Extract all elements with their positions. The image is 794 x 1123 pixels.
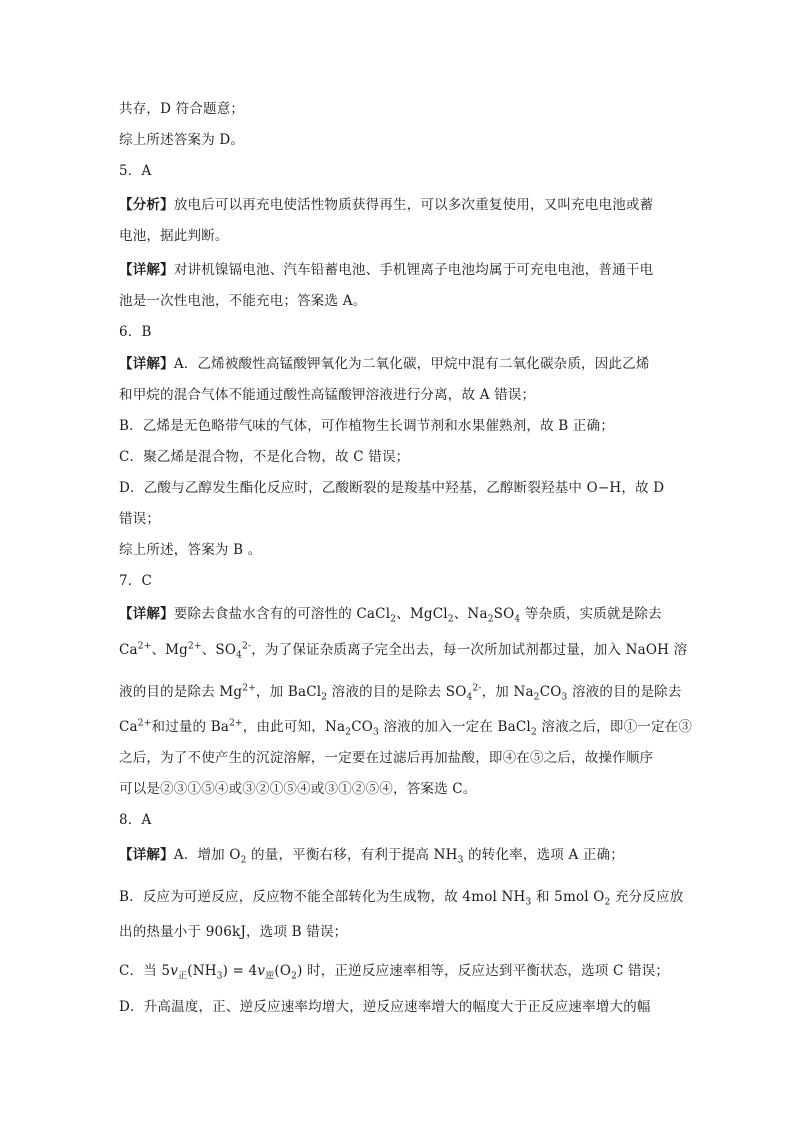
text-line: 【详解】A．乙烯被酸性高锰酸钾氧化为二氧化碳，甲烷中混有二氧化碳杂质，因此乙烯 [119,356,650,372]
text-line: 出的热量小于 906kJ，选项 B 错误； [119,924,348,940]
text-line: 【详解】对讲机镍镉电池、汽车铅蓄电池、手机锂离子电池均属于可充电电池，普通干电 [119,262,654,278]
text-line: 错误； [119,511,161,527]
text-line: B．反应为可逆反应，反应物不能全部转化为生成物，故 4mol $NH_3$ 和 5mol $O_2$ 充分反应放 [119,889,684,908]
text-line: 【详解】A．增加 $O_2$ 的量，平衡右移，有利于提高 $NH_3$ 的转化率，选项 A 正确； [119,847,625,866]
text-line: 液的目的是除去 $Mg^{2+}$，加 BaCl$_2$ 溶液的目的是除去 $SO_4^{2-}$，加 $Na_2CO_3$ 溶液的目的是除去 [119,683,682,703]
text-line: 5．A [119,163,152,179]
text-line: 综上所述，答案为 B 。 [119,542,262,558]
text-line: 7．C [119,573,153,589]
text-line: 【分析】放电后可以再充电使活性物质获得再生，可以多次重复使用，又叫充电电池或蓄 [119,197,654,213]
text-line: 之后，为了不使产生的沉淀溶解，一定要在过滤后再加盐酸，即④在⑤之后，故操作顺序 [119,750,654,766]
text-line: $Ca^{2+}$、$Mg^{2+}$、$SO_4^{2-}$，为了保证杂质离子完全出去，每一次所加试剂都过量，加入 NaOH 溶 [119,641,688,661]
text-line: 共存，D 符合题意； [119,101,245,117]
text-line: D．升高温度，正、逆反应速率均增大，逆反应速率增大的幅度大于正反应速率增大的幅 [119,999,651,1015]
text-line: $Ca^{2+}$和过量的 $Ba^{2+}$，由此可知，$Na_2CO_3$ 溶液的加入一定在 BaCl$_2$ 溶液之后，即①一定在③ [119,718,693,738]
text-line: 可以是②③①⑤④或③②①⑤④或③①②⑤④，答案选 C。 [119,781,477,797]
text-line: C．聚乙烯是混合物，不是化合物，故 C 错误； [119,449,410,465]
text-line: 池是一次性电池，不能充电；答案选 A。 [119,293,367,309]
text-line: 8．A [119,812,152,828]
text-line: C．当 $5v_正(NH_3) = 4v_逆(O_2)$ 时，正逆反应速率相等，反应达到平衡状态，选项 C 错误； [119,963,670,982]
text-line: 6．B [119,324,152,340]
text-line: 【详解】要除去食盐水含有的可溶性的 CaCl$_2$、MgCl$_2$、$Na_2SO_4$ 等杂质，实质就是除去 [119,606,662,625]
text-line: 电池，据此判断。 [119,228,229,244]
text-line: 综上所述答案为 D。 [119,132,245,148]
text-line: B．乙烯是无色略带气味的气体，可作植物生长调节剂和水果催熟剂，故 B 正确； [119,418,615,434]
text-line: D．乙酸与乙醇发生酯化反应时，乙酸断裂的是羧基中羟基，乙醇断裂羟基中 O−H，故 D [119,480,665,496]
text-line: 和甲烷的混合气体不能通过酸性高锰酸钾溶液进行分离，故 A 错误； [119,387,536,403]
